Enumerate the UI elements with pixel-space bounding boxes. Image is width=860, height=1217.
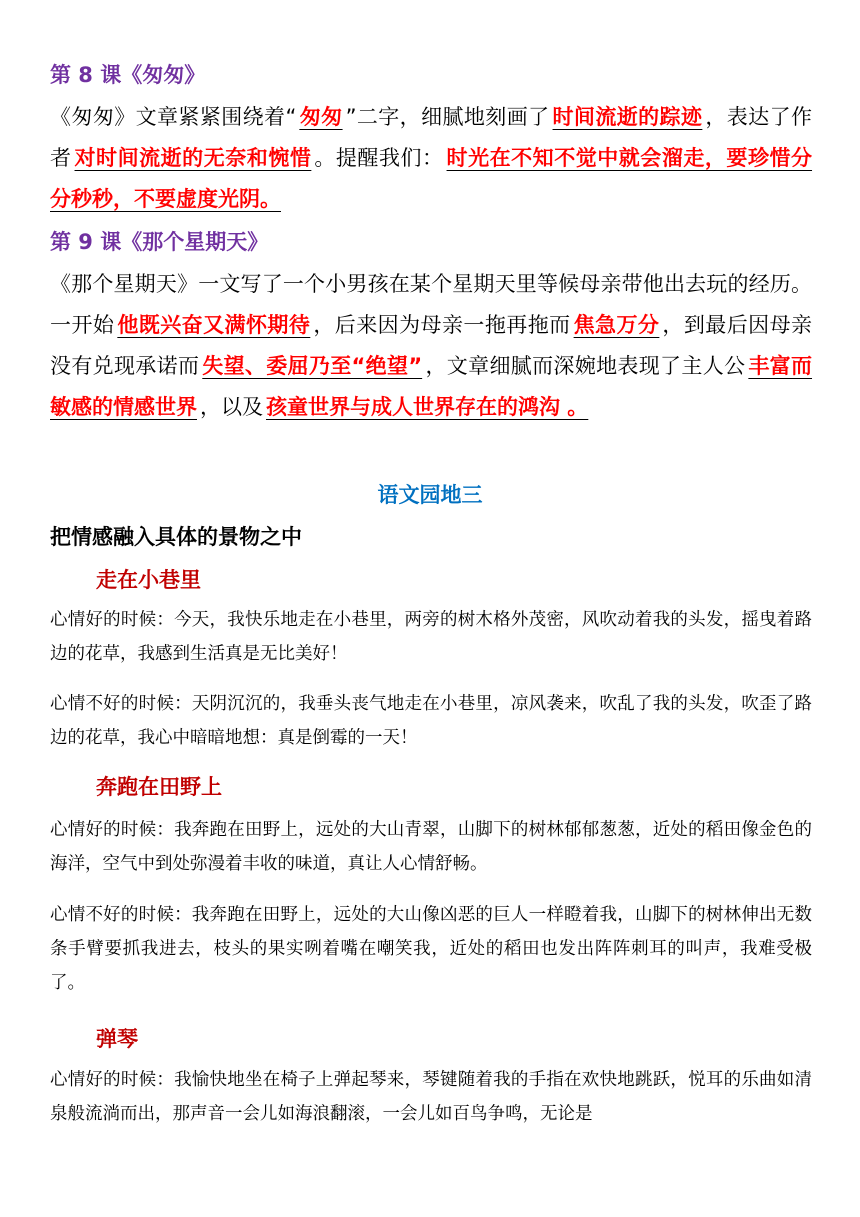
section-heading: 把情感融入具体的景物之中 [50, 525, 302, 549]
lesson8-answer-3: 对时间流逝的无奈和惋惜 [74, 146, 312, 170]
lesson8-title: 第 8 课《匆匆》 [50, 63, 206, 87]
alley-bad-mood: 心情不好的时候：天阴沉沉的，我垂头丧气地走在小巷里，凉风袭来，吹乱了我的头发，吹歪了路边的花草，我心中暗暗地想：真是倒霉的一天！ [50, 694, 812, 748]
piano-good-mood: 心情好的时候：我愉快地坐在椅子上弹起琴来，琴键随着我的手指在欢快地跳跃，悦耳的乐曲如清泉般流淌而出，那声音一会儿如海浪翻滚，一会儿如百鸟争鸣，无论是 [50, 1070, 812, 1124]
lesson8-answer-1: 匆匆 [299, 105, 343, 129]
lesson9-answer-5: 孩童世界与成人世界存在的鸿沟 。 [266, 395, 589, 419]
lesson8-paragraph [50, 97, 812, 220]
lesson8-text-4: 。提醒我们： [314, 146, 444, 170]
lesson9-text-2: ，后来因为母亲一拖再拖而 [313, 313, 571, 337]
lesson8-text-2: ”二字，细腻地刻画了 [345, 105, 550, 129]
lesson9-answer-4: 丰富而敏感的情感世界 [50, 354, 813, 419]
lesson8-text-3: ，表达了作者 [50, 105, 812, 170]
field-good-mood: 心情好的时候：我奔跑在田野上，远处的大山青翠，山脚下的树林郁郁葱葱，近处的稻田像金色的海洋，空气中到处弥漫着丰收的味道，真让人心情舒畅。 [50, 820, 812, 874]
lesson9-title: 第 9 课《那个星期天》 [50, 230, 269, 254]
lesson8-answer-4: 时光在不知不觉中就会溜走，要珍惜分分秒秒，不要虚度光阴。 [50, 146, 813, 211]
lesson8-text-1: 《匆匆》文章紧紧围绕着“ [50, 105, 297, 129]
subheading-piano: 弹琴 [96, 1027, 138, 1051]
field-bad-mood: 心情不好的时候：我奔跑在田野上，远处的大山像凶恶的巨人一样瞪着我，山脚下的树林伸出无数条手臂要抓我进去，枝头的果实咧着嘴在嘲笑我，近处的稻田也发出阵阵刺耳的叫声，我难受极了。 [50, 905, 812, 993]
alley-good-mood: 心情好的时候：今天，我快乐地走在小巷里，两旁的树木格外茂密，风吹动着我的头发，摇曳着路边的花草，我感到生活真是无比美好！ [50, 610, 812, 664]
lesson9-text-3: ，到最后因母亲没有兑现承诺而 [50, 313, 813, 378]
garden-title: 语文园地三 [377, 483, 483, 507]
lesson8-answer-2: 时间流逝的踪迹 [552, 105, 703, 129]
lesson9-answer-3: 失望、委屈乃至“绝望” [202, 354, 423, 378]
lesson9-text-4: ，文章细腻而深婉地表现了主人公 [425, 354, 746, 378]
lesson9-text-5: ，以及 [200, 395, 263, 419]
lesson9-text-1: 《那个星期天》一文写了一个小男孩在某个星期天里等候母亲带他出去玩的经历。一开始 [50, 272, 812, 337]
lesson9-answer-1: 他既兴奋又满怀期待 [117, 313, 311, 337]
lesson9-answer-2: 焦急万分 [573, 313, 660, 337]
subheading-alley: 走在小巷里 [96, 568, 201, 592]
lesson9-paragraph [50, 264, 812, 428]
subheading-field: 奔跑在田野上 [96, 775, 222, 799]
